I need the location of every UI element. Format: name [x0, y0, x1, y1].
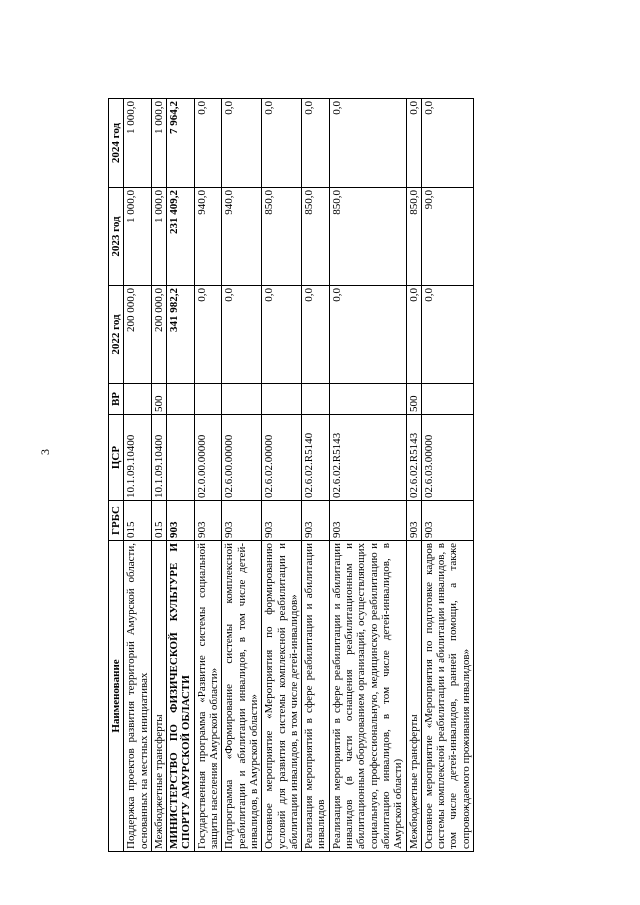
cell-grbs: 903 [406, 501, 421, 541]
cell-2023: 850,0 [329, 188, 406, 286]
budget-table [108, 98, 474, 852]
table-row [194, 99, 222, 852]
cell-csr: 02.6.02.R5140 [302, 415, 330, 501]
cell-2022: 200 000,0 [151, 286, 166, 384]
cell-2024: 0,0 [406, 99, 421, 188]
header-name: Наименование [109, 541, 124, 852]
cell-grbs: 015 [124, 501, 152, 541]
cell-name: Основное мероприятие «Мероприятия по подготовке кадров системы комплексной реабилитации и абилитации инвалидов, в том числе детей-инвалидов, ранней помощи, а также сопровождаемого проживания инвалидов» [421, 541, 473, 852]
table-row [406, 99, 421, 852]
cell-name: Реализация мероприятий в сфере реабилитации и абилитации инвалидов (в части оснащения реабилитационным и абилитационным оборудованием организаций, осуществляющих социальную, профессиональную, медицинскую реабилитацию и абилитацию инвалидов, в том числе детей-инвалидов, в Амурской области) [329, 541, 406, 852]
table-row [421, 99, 473, 852]
cell-name: Подпрограмма «Формирование системы комплексной реабилитации и абилитации инвалидов, в том числе детей-инвалидов, в Амурской области» [222, 541, 262, 852]
cell-grbs: 903 [302, 501, 330, 541]
cell-2024: 0,0 [329, 99, 406, 188]
cell-2022: 341 982,2 [167, 286, 195, 384]
cell-vr [222, 384, 262, 415]
cell-2023: 90,0 [421, 188, 473, 286]
cell-2022: 200 000,0 [124, 286, 152, 384]
header-row [109, 99, 124, 852]
cell-grbs: 903 [262, 501, 302, 541]
cell-2022: 0,0 [406, 286, 421, 384]
cell-2023: 850,0 [302, 188, 330, 286]
cell-2024: 0,0 [194, 99, 222, 188]
cell-name: Поддержка проектов развития территорий Амурской области, основанных на местных инициативах [124, 541, 152, 852]
cell-2022: 0,0 [421, 286, 473, 384]
cell-csr: 02.0.00.00000 [194, 415, 222, 501]
cell-vr [329, 384, 406, 415]
table-row [329, 99, 406, 852]
cell-2024: 7 964,2 [167, 99, 195, 188]
cell-csr: 02.6.02.R5143 [406, 415, 421, 501]
header-2022: 2022 год [109, 286, 124, 384]
cell-2024: 0,0 [302, 99, 330, 188]
cell-name: Государственная программа «Развитие системы социальной защиты населения Амурской области» [194, 541, 222, 852]
cell-grbs: 015 [151, 501, 166, 541]
cell-name: Реализация мероприятий в сфере реабилитации и абилитации инвалидов [302, 541, 330, 852]
cell-vr: 500 [406, 384, 421, 415]
cell-2023: 940,0 [222, 188, 262, 286]
cell-vr: 500 [151, 384, 166, 415]
cell-2022: 0,0 [262, 286, 302, 384]
table-row [151, 99, 166, 852]
cell-grbs: 903 [421, 501, 473, 541]
cell-name: Основное мероприятие «Мероприятия по формированию условий для развития системы комплексной реабилитации и абилитации инвалидов, в том числе детей-инвалидов» [262, 541, 302, 852]
cell-vr [302, 384, 330, 415]
header-vr: ВР [109, 384, 124, 415]
cell-csr: 10.1.09.10400 [124, 415, 152, 501]
rotated-table-sheet [108, 99, 535, 852]
cell-2024: 1 000,0 [151, 99, 166, 188]
cell-vr [421, 384, 473, 415]
cell-2022: 0,0 [329, 286, 406, 384]
cell-2024: 0,0 [421, 99, 473, 188]
table-row [262, 99, 302, 852]
header-2024: 2024 год [109, 99, 124, 188]
cell-vr [194, 384, 222, 415]
header-csr: ЦСР [109, 415, 124, 501]
cell-2023: 1 000,0 [151, 188, 166, 286]
cell-2023: 940,0 [194, 188, 222, 286]
cell-grbs: 903 [329, 501, 406, 541]
cell-2023: 850,0 [262, 188, 302, 286]
cell-csr: 02.6.02.00000 [262, 415, 302, 501]
cell-name: Межбюджетные трансферты [151, 541, 166, 852]
table-row [222, 99, 262, 852]
cell-name: Межбюджетные трансферты [406, 541, 421, 852]
cell-grbs: 903 [167, 501, 195, 541]
cell-grbs: 903 [194, 501, 222, 541]
cell-2022: 0,0 [302, 286, 330, 384]
cell-2023: 850,0 [406, 188, 421, 286]
cell-vr [124, 384, 152, 415]
cell-vr [167, 384, 195, 415]
cell-csr: 02.6.00.00000 [222, 415, 262, 501]
table-row [167, 99, 195, 852]
cell-csr: 10.1.09.10400 [151, 415, 166, 501]
cell-2024: 1 000,0 [124, 99, 152, 188]
cell-2024: 0,0 [222, 99, 262, 188]
cell-2023: 231 409,2 [167, 188, 195, 286]
cell-2023: 1 000,0 [124, 188, 152, 286]
page-number: 3 [38, 449, 52, 455]
cell-grbs: 903 [222, 501, 262, 541]
cell-csr [167, 415, 195, 501]
cell-2022: 0,0 [222, 286, 262, 384]
cell-2022: 0,0 [194, 286, 222, 384]
header-2023: 2023 год [109, 188, 124, 286]
cell-csr: 02.6.02.R5143 [329, 415, 406, 501]
cell-2024: 0,0 [262, 99, 302, 188]
cell-name: МИНИСТЕРСТВО ПО ФИЗИЧЕСКОЙ КУЛЬТУРЕ И СПОРТУ АМУРСКОЙ ОБЛАСТИ [167, 541, 195, 852]
header-grbs: ГРБС [109, 501, 124, 541]
table-row [302, 99, 330, 852]
table-row [124, 99, 152, 852]
cell-csr: 02.6.03.00000 [421, 415, 473, 501]
cell-vr [262, 384, 302, 415]
